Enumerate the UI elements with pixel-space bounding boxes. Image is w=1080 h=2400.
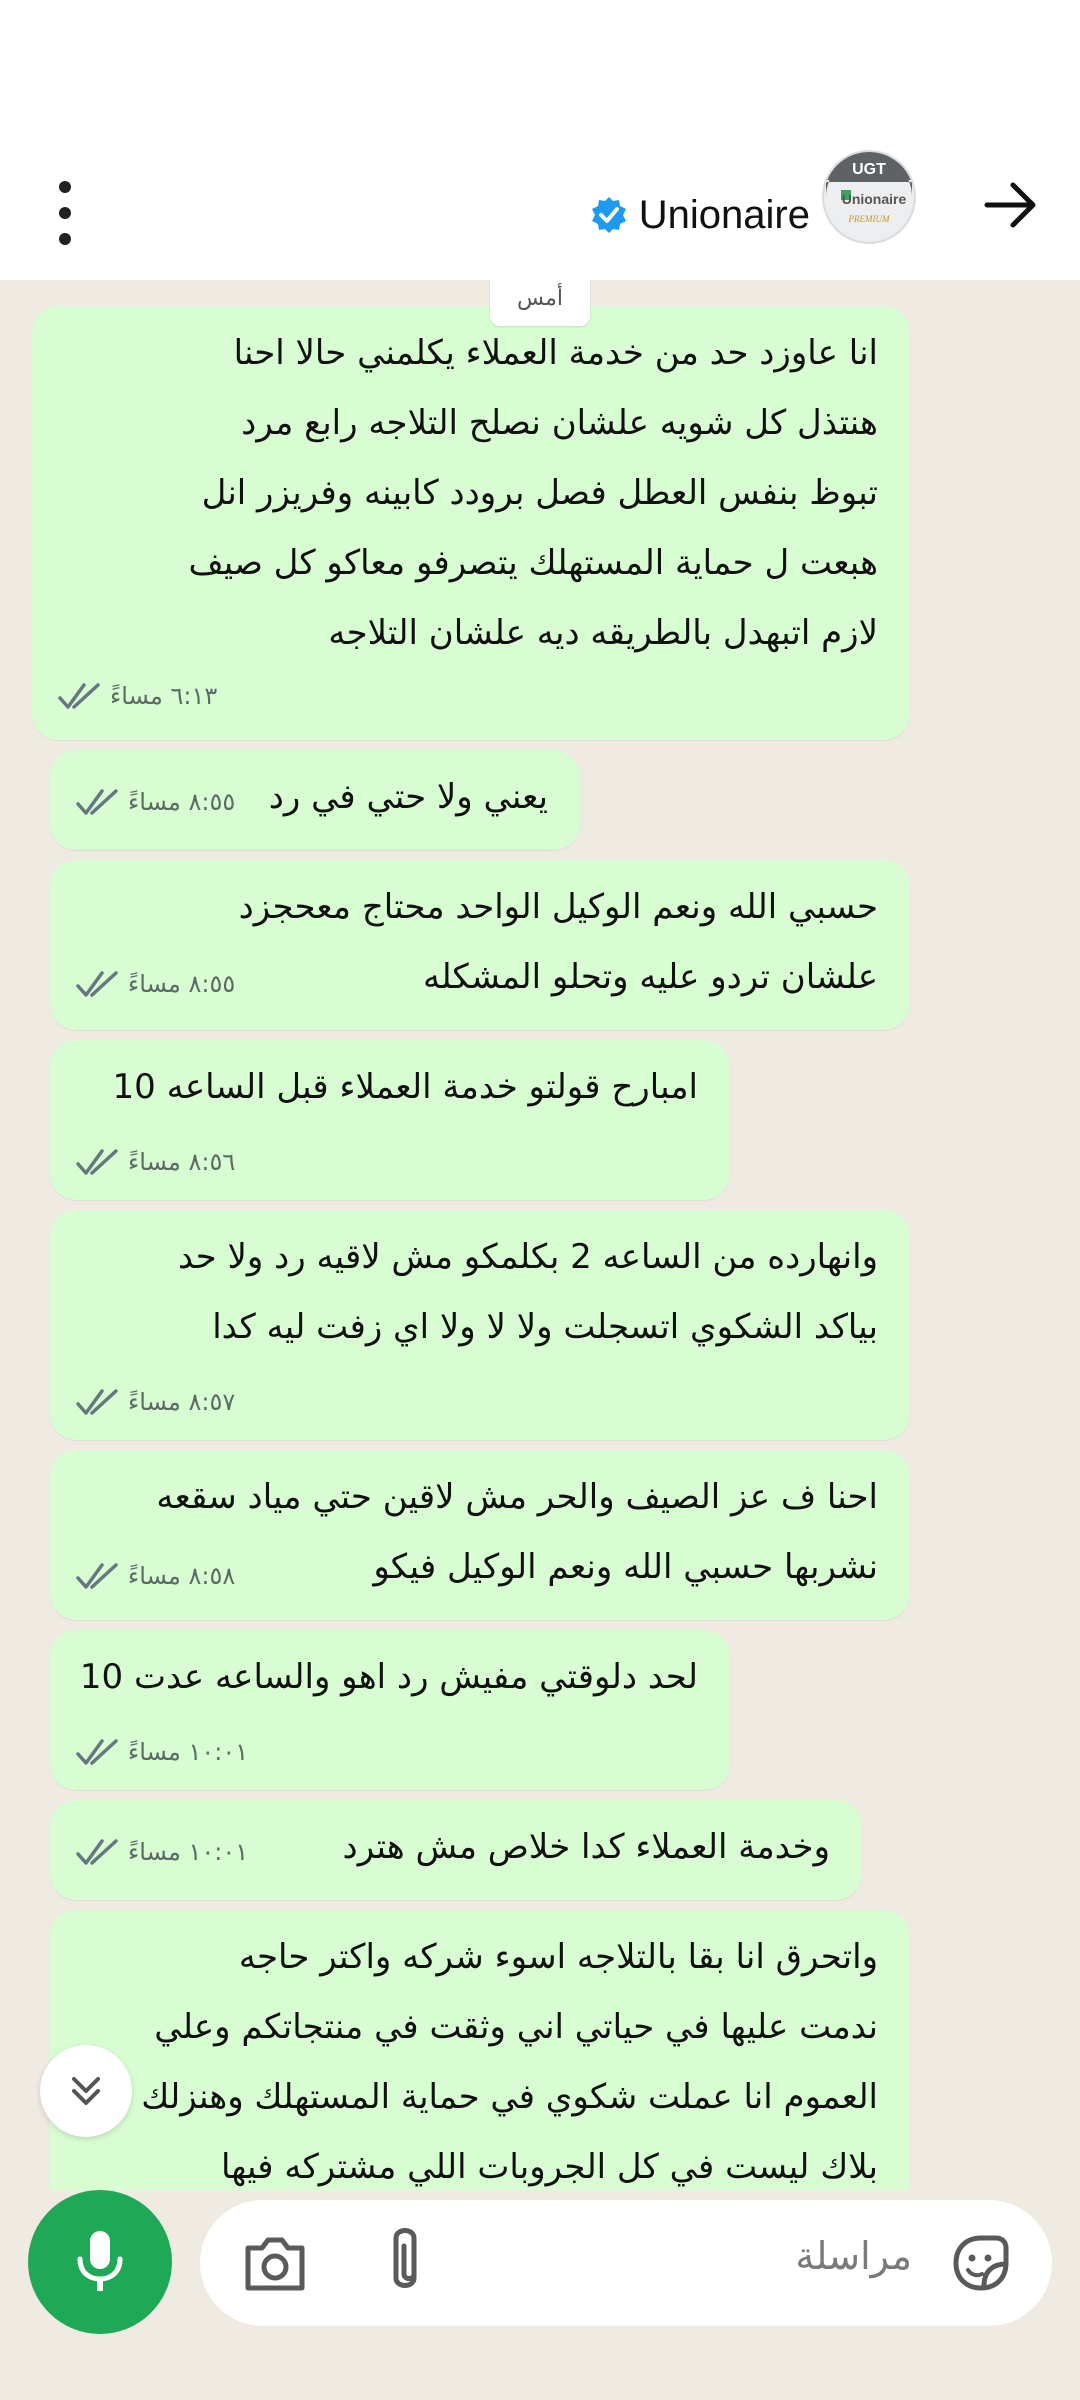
double-check-icon <box>76 1838 120 1866</box>
message-list[interactable] <box>0 280 1080 2190</box>
double-check-icon <box>76 1738 120 1766</box>
message-text: وخدمة العملاء كدا خلاص مش هترد <box>342 1827 830 1867</box>
message-time: ٨:٥٨ مساءً <box>128 1562 236 1590</box>
message-input-placeholder: مراسلة <box>795 2234 912 2278</box>
message-text: وانهارده من الساعه 2 بكلمكو مش لاقيه رد ولا حد بياكد الشكوي اتسجلت ولا لا ولا اي زفت ليه كدا <box>177 1237 878 1347</box>
message-text: لحد دلوقتي مفيش رد اهو والساعه عدت 10 <box>79 1657 698 1697</box>
outgoing-message[interactable] <box>50 1910 910 2190</box>
verified-badge-icon <box>589 195 629 235</box>
paperclip-icon[interactable] <box>380 2224 430 2300</box>
contact-avatar[interactable] <box>822 150 916 244</box>
message-text: حسبي الله ونعم الوكيل الواحد محتاج معحجزد علشان تردو عليه وتحلو المشكله <box>238 887 878 997</box>
svg-text:UGT: UGT <box>852 161 886 178</box>
message-meta <box>58 682 217 710</box>
mic-icon <box>70 2227 130 2297</box>
contact-name: Unionaire <box>638 192 810 237</box>
message-text: احنا ف عز الصيف والحر مش لاقين حتي مياد سقعه نشربها حسبي الله ونعم الوكيل فيكو <box>156 1477 878 1587</box>
message-meta <box>76 1388 235 1416</box>
message-meta <box>76 970 235 998</box>
double-check-icon <box>76 1148 120 1176</box>
camera-icon[interactable] <box>240 2228 310 2298</box>
outgoing-message[interactable] <box>50 750 580 850</box>
voice-message-button[interactable] <box>28 2190 172 2334</box>
outgoing-message[interactable] <box>50 1800 862 1900</box>
message-time: ٨:٥٦ مساءً <box>128 1148 236 1176</box>
message-meta <box>76 788 235 816</box>
date-separator: أمس <box>490 280 590 326</box>
svg-text:PREMIUM: PREMIUM <box>848 214 890 224</box>
message-composer <box>0 2190 1080 2400</box>
more-vert-icon <box>59 181 71 193</box>
sticker-icon[interactable] <box>946 2228 1016 2298</box>
message-meta <box>76 1838 248 1866</box>
message-time: ٦:١٣ مساءً <box>110 682 218 710</box>
double-check-icon <box>76 1562 120 1590</box>
message-time: ٨:٥٥ مساءً <box>128 788 236 816</box>
message-input[interactable] <box>200 2200 1052 2326</box>
message-time: ١٠:٠١ مساءً <box>128 1838 249 1866</box>
message-text: امبارح قولتو خدمة العملاء قبل الساعه 10 <box>112 1067 698 1107</box>
message-meta <box>76 1148 235 1176</box>
message-time: ١٠:٠١ مساءً <box>128 1738 249 1766</box>
outgoing-message[interactable] <box>50 1450 910 1620</box>
message-text: يعني ولا حتي في رد <box>268 777 548 817</box>
outgoing-message[interactable] <box>32 306 910 740</box>
message-meta <box>76 1562 235 1590</box>
message-time: ٨:٥٥ مساءً <box>128 970 236 998</box>
svg-text:Unionaire: Unionaire <box>841 191 907 207</box>
message-text: واتحرق انا بقا بالتلاجه اسوء شركه واكتر حاجه ندمت عليها في حياتي اني وثقت في منتجاتكم وعلي العموم انا عملت شكوي في حماية المستهلك وهنزلك بلاك ليست في كل الجروبات اللي مشتركه فيها <box>141 1937 878 2187</box>
chat-header <box>0 150 1080 280</box>
double-check-icon <box>58 682 102 710</box>
back-arrow-icon[interactable] <box>975 170 1045 240</box>
unionaire-logo <box>824 152 914 242</box>
message-time: ٨:٥٧ مساءً <box>128 1388 236 1416</box>
message-text: انا عاوزد حد من خدمة العملاء يكلمني حالا احنا هنتذل كل شويه علشان نصلح التلاجه رابع مرد تبوظ بنفس العطل فصل برودد كابينه وفريزر انل هبعت ل حماية المستهلك يتصرفو معاكو كل صيف لازم اتبهدل بالطريقه ديه علشان التلاجه <box>188 333 878 653</box>
outgoing-message[interactable] <box>50 1630 730 1790</box>
double-check-icon <box>76 788 120 816</box>
outgoing-message[interactable] <box>50 860 910 1030</box>
chevrons-down-icon <box>66 2071 106 2111</box>
contact-title-group[interactable] <box>589 180 810 250</box>
outgoing-message[interactable] <box>50 1040 730 1200</box>
more-options-button[interactable] <box>40 168 90 258</box>
message-meta <box>76 1738 248 1766</box>
scroll-to-bottom-button[interactable] <box>40 2045 132 2137</box>
double-check-icon <box>76 1388 120 1416</box>
double-check-icon <box>76 970 120 998</box>
outgoing-message[interactable] <box>50 1210 910 1440</box>
